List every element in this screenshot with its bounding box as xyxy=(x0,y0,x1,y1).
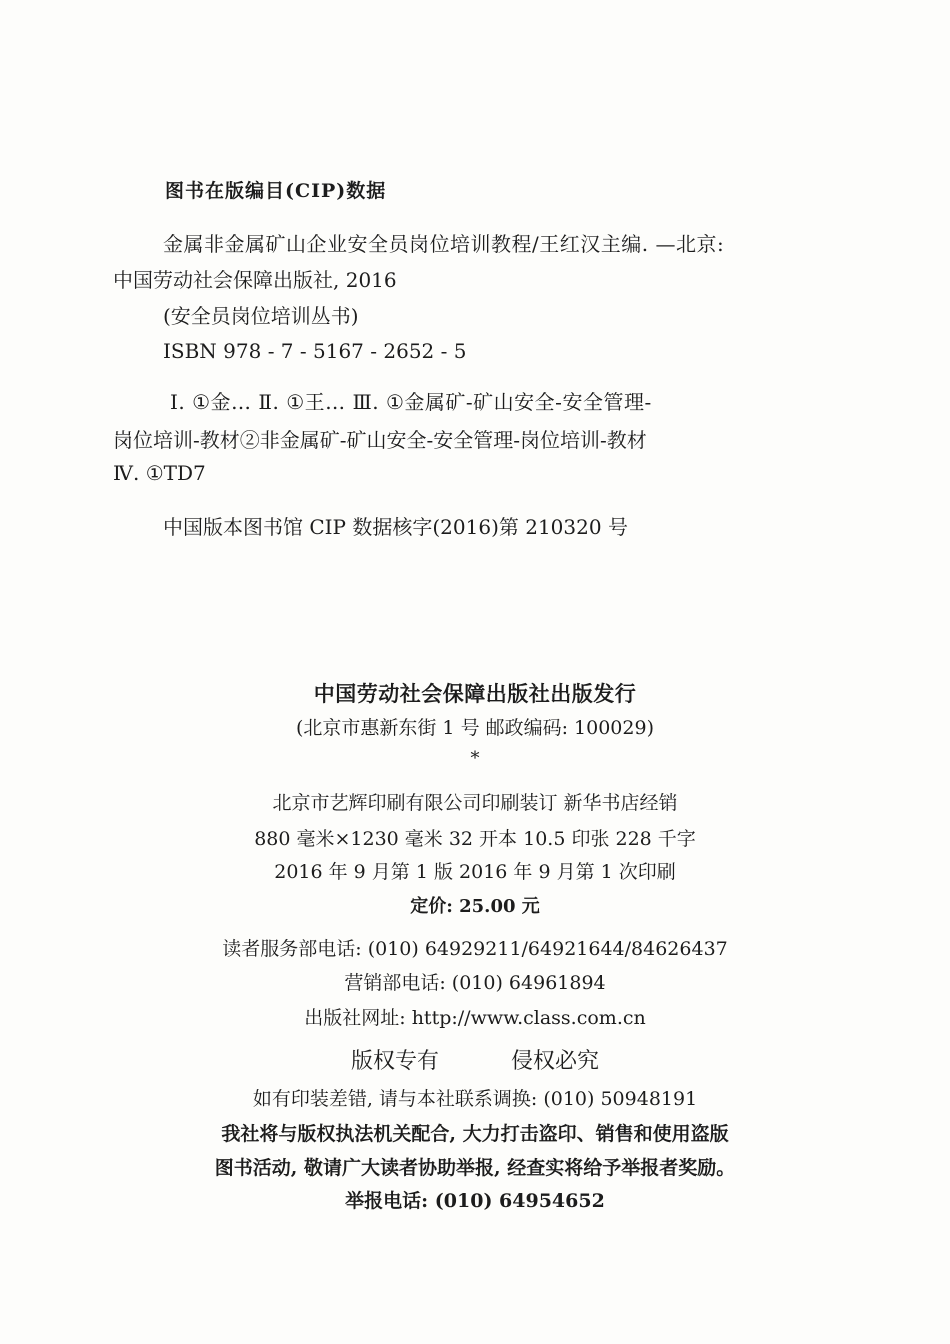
cip-subject-line-2: 岗位培训-教材②非金属矿-矿山安全-安全管理-岗位培训-教材 xyxy=(113,428,647,452)
cip-heading: 图书在版编目(CIP)数据 xyxy=(165,180,387,202)
marketing-phone: 营销部电话: (010) 64961894 xyxy=(344,972,606,994)
errata-contact: 如有印装差错, 请与本社联系调换: (010) 50948191 xyxy=(252,1088,698,1110)
rights-reserved: 版权专有 xyxy=(350,1049,439,1074)
cip-isbn-line: ISBN 978 - 7 - 5167 - 2652 - 5 xyxy=(163,339,467,363)
format-info: 880 毫米×1230 毫米 32 开本 10.5 印张 228 千字 xyxy=(254,828,696,850)
publisher-website: 出版社网址: http://www.class.com.cn xyxy=(304,1007,646,1029)
anti-piracy-notice-1: 我社将与版权执法机关配合, 大力打击盗印、销售和使用盗版 xyxy=(221,1123,729,1145)
publisher-name: 中国劳动社会保障出版社出版发行 xyxy=(313,681,637,706)
cip-classification-line: Ⅳ. ①TD7 xyxy=(113,461,206,485)
rights-statement xyxy=(0,1044,950,1075)
cip-publisher-line: 中国劳动社会保障出版社, 2016 xyxy=(113,268,397,292)
infringement-warning: 侵权必究 xyxy=(511,1049,600,1074)
reader-service-phone: 读者服务部电话: (010) 64929211/64921644/84626437 xyxy=(222,938,728,960)
cip-title-line: 金属非金属矿山企业安全员岗位培训教程/王红汉主编. —北京: xyxy=(163,232,725,256)
anti-piracy-notice-2: 图书活动, 敬请广大读者协助举报, 经查实将给予举报者奖励。 xyxy=(214,1157,736,1179)
report-phone: 举报电话: (010) 64954652 xyxy=(345,1190,605,1212)
separator-asterisk: * xyxy=(470,748,480,769)
publisher-address: (北京市惠新东街 1 号 邮政编码: 100029) xyxy=(295,717,654,739)
price: 定价: 25.00 元 xyxy=(410,896,540,917)
cip-series-line: (安全员岗位培训丛书) xyxy=(163,304,359,328)
cip-record-number: 中国版本图书馆 CIP 数据核字(2016)第 210320 号 xyxy=(163,515,628,539)
printing-info: 北京市艺辉印刷有限公司印刷装订 新华书店经销 xyxy=(272,792,678,814)
cip-subject-line-1: Ⅰ. ①金… Ⅱ. ①王… Ⅲ. ①金属矿-矿山安全-安全管理- xyxy=(170,390,652,414)
edition-info: 2016 年 9 月第 1 版 2016 年 9 月第 1 次印刷 xyxy=(274,861,676,883)
